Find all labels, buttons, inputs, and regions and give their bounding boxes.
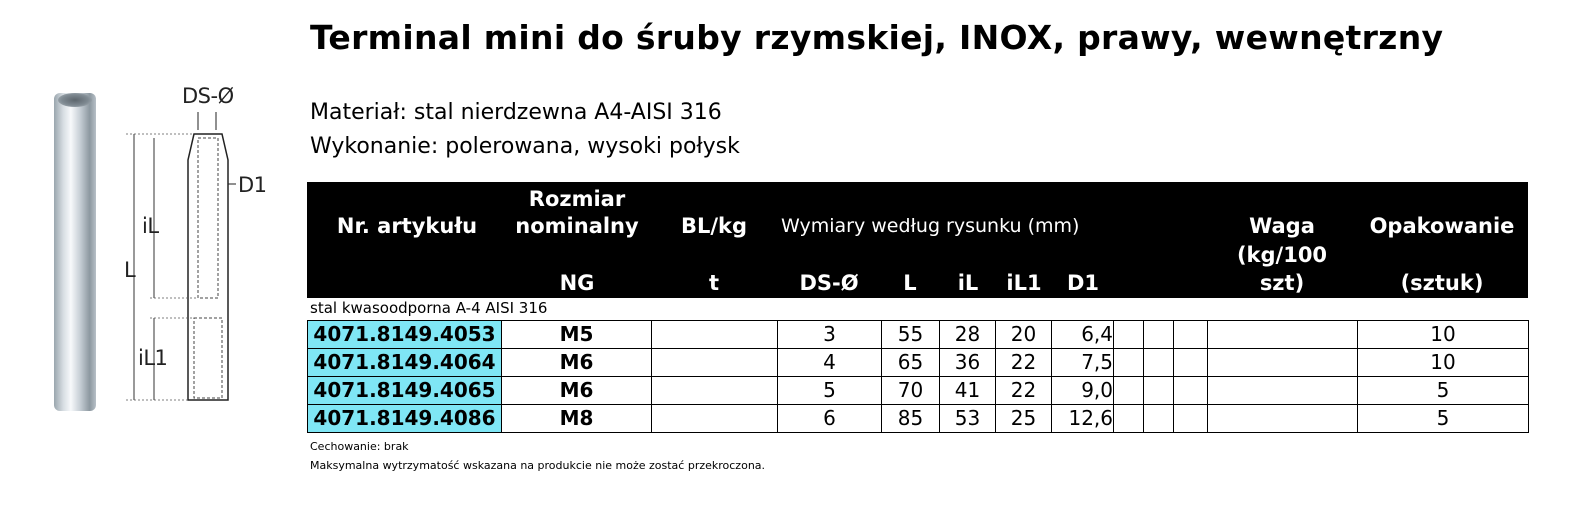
cell-empty xyxy=(1174,349,1208,377)
header-size-line2: nominalny xyxy=(515,214,639,238)
header-pack-sub: (sztuk) xyxy=(1400,271,1484,295)
cell-d1: 9,0 xyxy=(1052,377,1114,405)
drawing-svg xyxy=(110,80,290,420)
cell-il: 41 xyxy=(940,377,996,405)
cell-empty xyxy=(1174,321,1208,349)
header-ds: DS-Ø xyxy=(799,271,859,295)
header-weight-line1: Waga xyxy=(1249,214,1315,238)
table-row xyxy=(308,405,1529,433)
cell-bl xyxy=(652,405,778,433)
cell-weight xyxy=(1208,405,1358,433)
cell-empty xyxy=(1174,405,1208,433)
header-pack: Opakowanie xyxy=(1369,214,1515,238)
cell-d1: 12,6 xyxy=(1052,405,1114,433)
header-weight-line2: (kg/100 xyxy=(1236,243,1328,267)
cell-ng: M8 xyxy=(502,405,652,433)
cell-empty xyxy=(1144,349,1174,377)
cell-il: 36 xyxy=(940,349,996,377)
header-weight-line3: szt) xyxy=(1259,271,1305,295)
section-note: stal kwasoodporna A-4 AISI 316 xyxy=(310,299,548,317)
cell-d1: 6,4 xyxy=(1052,321,1114,349)
cell-empty xyxy=(1144,321,1174,349)
cell-bl xyxy=(652,321,778,349)
table-row xyxy=(308,321,1529,349)
cell-ds: 6 xyxy=(778,405,882,433)
product-photo-top xyxy=(58,93,92,107)
cell-bl xyxy=(652,377,778,405)
cell-empty xyxy=(1114,321,1144,349)
header-il: iL xyxy=(957,271,979,295)
header-d1: D1 xyxy=(1066,271,1100,295)
material-line: Materiał: stal nierdzewna A4-AISI 316 xyxy=(310,100,722,125)
header-article: Nr. artykułu xyxy=(336,214,478,238)
cell-ng: M6 xyxy=(502,349,652,377)
cell-pack: 10 xyxy=(1358,349,1529,377)
cell-il1: 22 xyxy=(996,377,1052,405)
finish-line: Wykonanie: polerowana, wysoki połysk xyxy=(310,134,740,159)
footnote-strength: Maksymalna wytrzymatość wskazana na produkcie nie może zostać przekroczona. xyxy=(310,459,766,472)
cell-ng: M5 xyxy=(502,321,652,349)
cell-article: 4071.8149.4053 xyxy=(308,321,502,349)
drawing-label-d1: D1 xyxy=(238,173,267,197)
cell-weight xyxy=(1208,349,1358,377)
product-photo xyxy=(54,93,96,411)
drawing-label-ds: DS-Ø xyxy=(182,84,234,108)
cell-article: 4071.8149.4065 xyxy=(308,377,502,405)
table-header xyxy=(307,182,1528,298)
cell-il: 28 xyxy=(940,321,996,349)
cell-weight xyxy=(1208,321,1358,349)
cell-ng: M6 xyxy=(502,377,652,405)
cell-pack: 10 xyxy=(1358,321,1529,349)
cell-ds: 3 xyxy=(778,321,882,349)
cell-il1: 20 xyxy=(996,321,1052,349)
header-size-sub: NG xyxy=(559,271,595,295)
cell-pack: 5 xyxy=(1358,377,1529,405)
cell-l: 55 xyxy=(882,321,940,349)
page-title: Terminal mini do śruby rzymskiej, INOX, prawy, wewnętrzny xyxy=(310,18,1444,57)
cell-ds: 5 xyxy=(778,377,882,405)
cell-l: 85 xyxy=(882,405,940,433)
cell-il1: 22 xyxy=(996,349,1052,377)
technical-drawing xyxy=(110,80,290,420)
cell-empty xyxy=(1144,405,1174,433)
header-il1: iL1 xyxy=(1006,271,1042,295)
footnote-marking: Cechowanie: brak xyxy=(310,440,409,453)
cell-pack: 5 xyxy=(1358,405,1529,433)
cell-empty xyxy=(1114,405,1144,433)
cell-weight xyxy=(1208,377,1358,405)
drawing-label-il1: iL1 xyxy=(138,346,168,370)
table-row xyxy=(308,377,1529,405)
cell-article: 4071.8149.4064 xyxy=(308,349,502,377)
cell-empty xyxy=(1114,349,1144,377)
cell-article: 4071.8149.4086 xyxy=(308,405,502,433)
cell-il1: 25 xyxy=(996,405,1052,433)
product-table xyxy=(307,320,1529,433)
cell-il: 53 xyxy=(940,405,996,433)
table-row xyxy=(308,349,1529,377)
cell-empty xyxy=(1174,377,1208,405)
cell-l: 70 xyxy=(882,377,940,405)
cell-bl xyxy=(652,349,778,377)
cell-l: 65 xyxy=(882,349,940,377)
header-size-line1: Rozmiar xyxy=(528,187,626,211)
header-l: L xyxy=(903,271,917,295)
cell-empty xyxy=(1114,377,1144,405)
cell-empty xyxy=(1144,377,1174,405)
drawing-label-l: L xyxy=(124,258,136,282)
header-dimensions: Wymiary według rysunku (mm) xyxy=(781,215,1080,237)
header-bl-sub: t xyxy=(708,271,720,295)
drawing-label-il: iL xyxy=(142,214,159,238)
header-bl: BL/kg xyxy=(680,214,748,238)
cell-d1: 7,5 xyxy=(1052,349,1114,377)
cell-ds: 4 xyxy=(778,349,882,377)
